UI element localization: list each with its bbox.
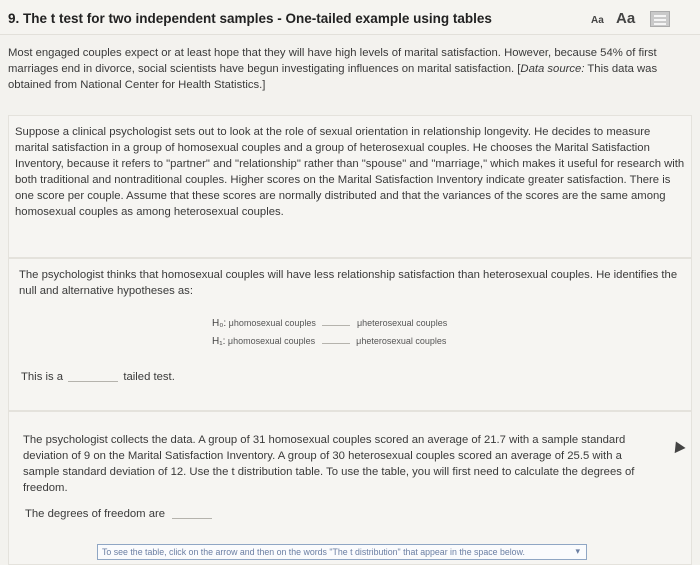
null-hypothesis-row bbox=[212, 318, 447, 329]
intro-paragraph bbox=[8, 45, 688, 93]
list-icon[interactable] bbox=[650, 11, 670, 27]
data-card bbox=[8, 411, 692, 565]
hypotheses-card bbox=[8, 258, 692, 411]
t-table-prompt: To see the table, click on the arrow and then on the words "The t distribution" that appear in the space below. bbox=[102, 547, 525, 557]
scenario-text: Suppose a clinical psychologist sets out to look at the role of sexual orientation in relationship longevity. He decides to measure marital satisfaction in a group of homosexual couples and a group of heterosexual couples. He chooses the Marital Satisfaction Inventory, because it refers to "partner" and "relationship" rather than "spouse" and "marriage," which makes it useful for research with both traditional and nontraditional couples. Higher scores on the Marital Satisfaction Inventory indicate greater satisfaction. There is one score per couple. Assume that these scores are normally distributed and that the variances of the scores are the same among homosexual couples as among heterosexual couples. bbox=[15, 126, 685, 218]
chevron-down-icon[interactable]: ▾ bbox=[575, 546, 580, 556]
h0-left-term: μhomosexual couples bbox=[228, 318, 316, 328]
question-header bbox=[0, 0, 700, 35]
intro-source-label: Data source: bbox=[520, 63, 585, 75]
df-input[interactable] bbox=[172, 518, 212, 519]
question-title: 9. The t test for two independent samples - One-tailed example using tables bbox=[8, 11, 492, 26]
decrease-font-button[interactable]: Aa bbox=[591, 15, 604, 26]
data-text: The psychologist collects the data. A group of 31 homosexual couples scored an average of 21.7 with a sample standard deviation of 9 on the Marital Satisfaction Inventory. A group of 30 heterosexual couples scored an average of 25.5 with a sample standard deviation of 12. Use the t distribution table. To use the table, you will first need to calculate the degrees of freedom. bbox=[23, 434, 635, 494]
degrees-of-freedom-row bbox=[25, 508, 212, 520]
cursor-arrow-icon bbox=[670, 439, 685, 453]
tail-question bbox=[21, 371, 175, 383]
h1-right-term: μheterosexual couples bbox=[356, 336, 447, 346]
scenario-card bbox=[8, 115, 692, 258]
h0-right-term: μheterosexual couples bbox=[356, 318, 448, 328]
tail-type-dropdown[interactable] bbox=[68, 381, 118, 382]
h0-label: H₀: bbox=[212, 318, 227, 329]
h1-left-term: μhomosexual couples bbox=[227, 336, 316, 346]
df-label: The degrees of freedom are bbox=[25, 508, 166, 520]
t-table-expander[interactable] bbox=[97, 544, 587, 560]
h0-operator-dropdown[interactable] bbox=[322, 319, 350, 326]
alternative-hypothesis-row bbox=[212, 336, 446, 347]
intro-source-text: This data was obtained from National Center for Health Statistics.] bbox=[8, 63, 658, 91]
tail-suffix: tailed test. bbox=[123, 371, 175, 383]
hypotheses-lead: The psychologist thinks that homosexual couples will have less relationship satisfaction than heterosexual couples. He identifies the null and alternative hypotheses as: bbox=[19, 269, 678, 297]
tail-prefix: This is a bbox=[21, 371, 64, 383]
h1-label: H₁: bbox=[212, 336, 226, 347]
increase-font-button[interactable]: Aa bbox=[616, 10, 636, 27]
h1-operator-dropdown[interactable] bbox=[322, 337, 350, 344]
intro-text: Most engaged couples expect or at least hope that they will have high levels of marital satisfaction. However, because 54% of first marriages end in divorce, social scientists have begun investigating influences on marital satisfaction. [ bbox=[8, 47, 657, 75]
